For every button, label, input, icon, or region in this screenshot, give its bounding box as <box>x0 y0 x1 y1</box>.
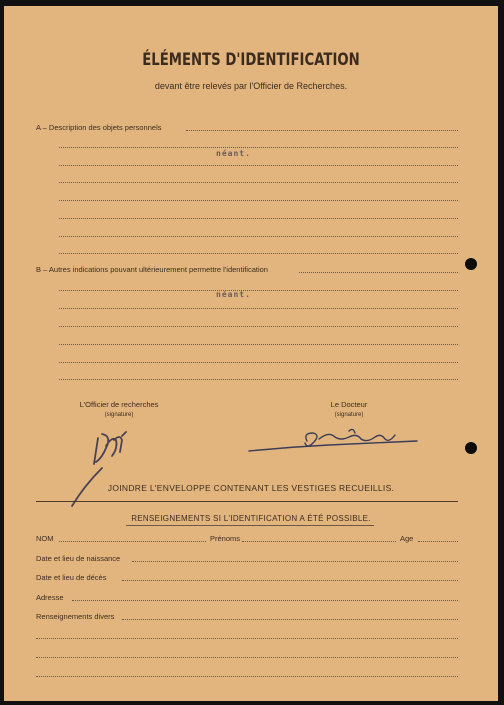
section-b-value: néant. <box>216 290 251 299</box>
punch-hole <box>465 258 477 270</box>
section-a-line <box>59 253 458 254</box>
doctor-title: Le Docteur <box>330 400 368 409</box>
age-line <box>418 541 458 542</box>
section-a-label: A – Description des objets personnels <box>36 123 162 132</box>
section-b-line <box>59 308 458 309</box>
section-a-line <box>186 130 458 131</box>
officer-title: L'Officier de recherches <box>79 400 159 409</box>
section-b-line <box>59 290 458 291</box>
address-label: Adresse <box>36 593 64 602</box>
section-a-line <box>59 218 458 219</box>
heading-underline <box>126 525 374 526</box>
nom-label: NOM <box>36 534 54 543</box>
section-b-line <box>59 362 458 363</box>
doctor-signature-note: (signature) <box>334 412 364 418</box>
prenoms-line <box>242 541 396 542</box>
section-b-line <box>299 272 458 273</box>
birth-label: Date et lieu de naissance <box>36 554 121 563</box>
age-label: Age <box>400 534 414 543</box>
address-line <box>72 600 458 601</box>
misc-label: Renseignements divers <box>36 612 115 621</box>
form-title: ÉLÉMENTS D'IDENTIFICATION <box>142 50 360 70</box>
officer-signature-block <box>64 400 174 418</box>
instruction-text: JOINDRE L'ENVELOPPE CONTENANT LES VESTIGES RECUEILLIS. <box>107 483 395 493</box>
prenoms-label: Prénoms <box>210 534 241 543</box>
section-b-line <box>59 344 458 345</box>
doctor-handwritten-signature <box>249 421 419 461</box>
section-a-line <box>59 182 458 183</box>
death-line <box>122 580 458 581</box>
section-b-line <box>59 326 458 327</box>
section-a-value: néant. <box>216 149 251 158</box>
section-divider <box>36 501 458 502</box>
section-a-line <box>59 165 458 166</box>
death-label: Date et lieu de décès <box>36 573 107 582</box>
section-b-label: B – Autres indications pouvant ultérieurement permettre l'identification <box>36 265 268 274</box>
misc-line <box>36 676 458 677</box>
section-a-line <box>59 147 458 148</box>
punch-hole <box>465 442 477 454</box>
form-subtitle: devant être relevés par l'Officier de Recherches. <box>154 81 348 91</box>
identification-heading: RENSEIGNEMENTS SI L'IDENTIFICATION A ÉTÉ POSSIBLE. <box>131 514 371 523</box>
doctor-signature-block <box>304 400 394 418</box>
officer-signature-note: (signature) <box>104 412 134 418</box>
birth-line <box>132 561 458 562</box>
section-a-line <box>59 236 458 237</box>
nom-line <box>59 541 206 542</box>
misc-line <box>36 638 458 639</box>
section-a-line <box>59 200 458 201</box>
misc-line <box>122 619 458 620</box>
section-b-line <box>59 379 458 380</box>
form-page <box>4 6 498 701</box>
misc-line <box>36 657 458 658</box>
